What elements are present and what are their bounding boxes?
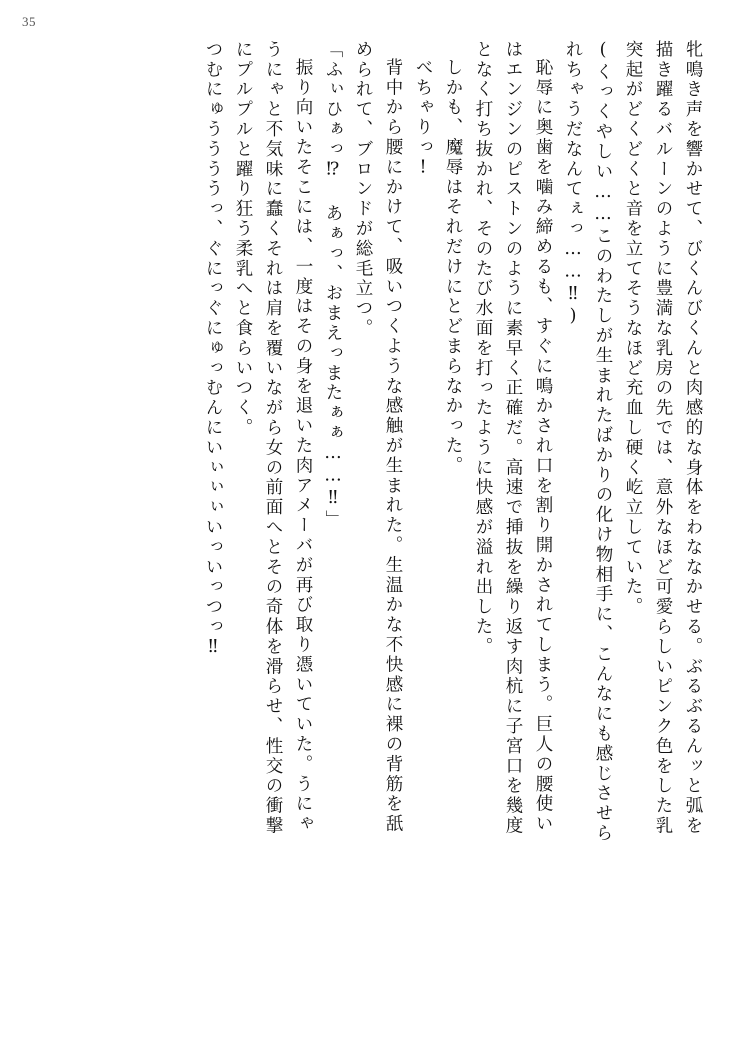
text-line: しかも、魔辱はそれだけにとどまらなかった。 [443, 58, 463, 476]
text-line: つむにゅううううっ、ぐにっぐにゅっむんにいぃぃぃいっいっつっ‼ [203, 40, 223, 660]
text-line: べちゃりっ! [413, 58, 433, 180]
text-line: はエンジンのピストンのように素早く正確だ。高速で挿抜を繰り返す肉杭に子宮口を幾度 [503, 40, 523, 836]
text-line: 背中から腰にかけて、吸いつくような感触が生まれた。生温かな不快感に裸の背筋を舐 [383, 58, 403, 835]
text-line: うにゃと不気味に蠢くそれは肩を覆いながら女の前面へとその奇体を滑らせ、性交の衝撃 [263, 40, 283, 836]
text-line: 「ふぃひぁっ⁉ あぁっ、おまえっまたぁぁ……‼」 [323, 40, 343, 531]
vertical-text-body [58, 40, 708, 1008]
page-number: 35 [22, 14, 36, 29]
text-line: 恥辱に奥歯を噛み締めるも、すぐに鳴かされ口を割り開かされてしまう。巨人の腰使い [533, 58, 553, 835]
text-line: (くっくやしい……このわたしが生まれたばかりの化け物相手に、こんなにも感じさせら [593, 40, 613, 844]
text-line: められて、ブロンドが総毛立つ。 [353, 40, 373, 339]
text-line: 描き躍るバルーンのように豊満な乳房の先では、意外なほど可愛らしいピンク色をした乳 [653, 40, 673, 836]
text-line: 振り向いたそこには、一度はその身を退いた肉アメーバが再び取り憑いていた。うにゃ [293, 58, 313, 835]
text-line: 突起がどくどくと音を立てそうなほど充血し硬く屹立していた。 [623, 40, 643, 618]
text-line: となく打ち抜かれ、そのたび水面を打ったように快感が溢れ出した。 [473, 40, 493, 657]
text-line: 牝鳴き声を響かせて、びくんびくんと肉感的な身体をわななかせる。ぶるぶるんッと弧を [683, 40, 703, 836]
text-line: にプルプルと躍り狂う柔乳へと食らいつく。 [233, 40, 253, 438]
text-line: れちゃうだなんてぇっ……‼) [563, 40, 583, 329]
